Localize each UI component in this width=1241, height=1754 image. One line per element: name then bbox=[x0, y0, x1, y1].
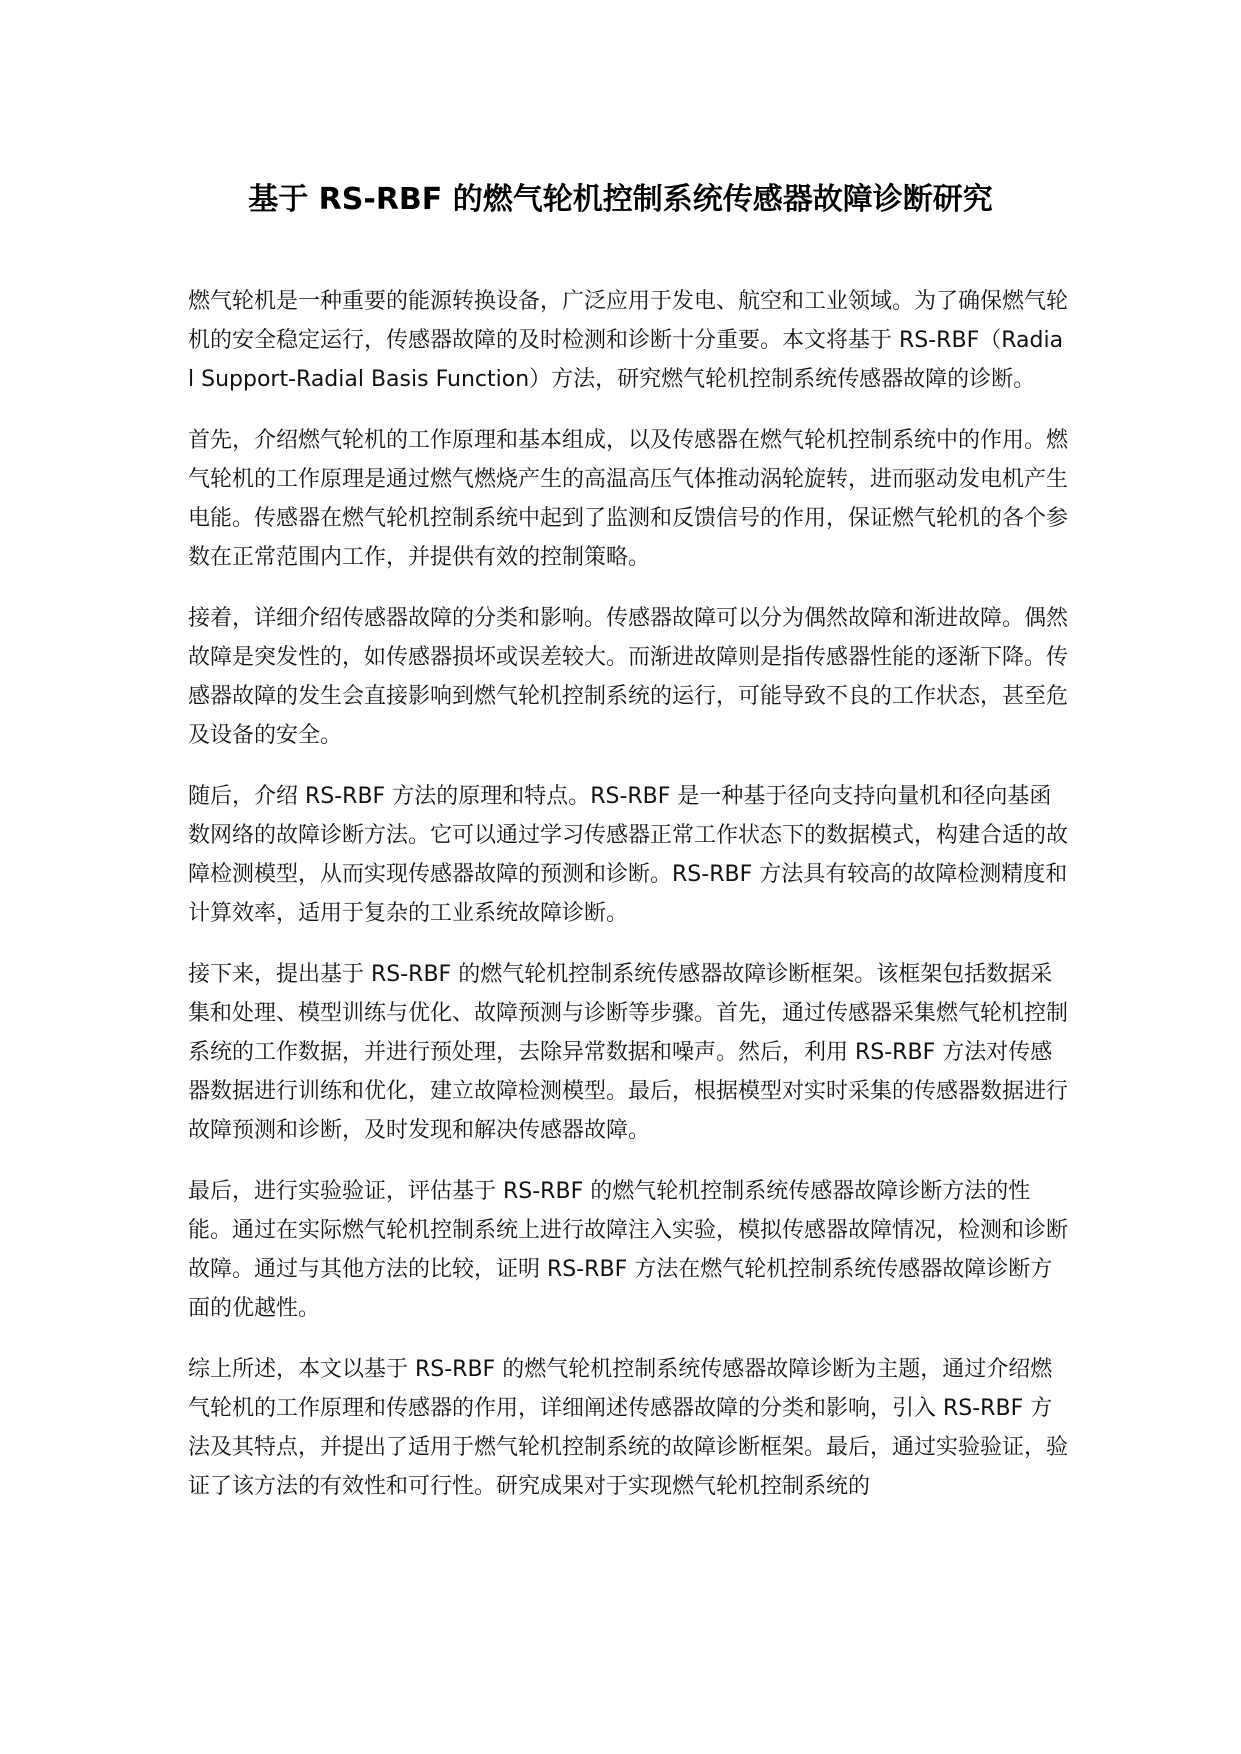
document-title: 基于 RS-RBF 的燃气轮机控制系统传感器故障诊断研究 bbox=[248, 182, 993, 217]
paragraph-1: 燃气轮机是一种重要的能源转换设备，广泛应用于发电、航空和工业领域。为了确保燃气轮机的安全稳定运行，传感器故障的及时检测和诊断十分重要。本文将基于 RS-RBF（Radial Support-Radial Basis Function）方法，研究燃气轮机控制系统传感器故障的诊断。 bbox=[188, 289, 1069, 392]
paragraph-4: 随后，介绍 RS-RBF 方法的原理和特点。RS-RBF 是一种基于径向支持向量机和径向基函数网络的故障诊断方法。它可以通过学习传感器正常工作状态下的数据模式，构建合适的故障检测模型，从而实现传感器故障的预测和诊断。RS-RBF 方法具有较高的故障检测精度和计算效率，适用于复杂的工业系统故障诊断。 bbox=[188, 784, 1069, 926]
document-body bbox=[188, 282, 1068, 1528]
paragraph-2: 首先，介绍燃气轮机的工作原理和基本组成，以及传感器在燃气轮机控制系统中的作用。燃气轮机的工作原理是通过燃气燃烧产生的高温高压气体推动涡轮旋转，进而驱动发电机产生电能。传感器在燃气轮机控制系统中起到了监测和反馈信号的作用，保证燃气轮机的各个参数在正常范围内工作，并提供有效的控制策略。 bbox=[188, 428, 1069, 570]
paragraph-6: 最后，进行实验验证，评估基于 RS-RBF 的燃气轮机控制系统传感器故障诊断方法的性能。通过在实际燃气轮机控制系统上进行故障注入实验，模拟传感器故障情况，检测和诊断故障。通过与其他方法的比较，证明 RS-RBF 方法在燃气轮机控制系统传感器故障诊断方面的优越性。 bbox=[188, 1179, 1069, 1321]
paragraph-5: 接下来，提出基于 RS-RBF 的燃气轮机控制系统传感器故障诊断框架。该框架包括数据采集和处理、模型训练与优化、故障预测与诊断等步骤。首先，通过传感器采集燃气轮机控制系统的工作数据，并进行预处理，去除异常数据和噪声。然后，利用 RS-RBF 方法对传感器数据进行训练和优化，建立故障检测模型。最后，根据模型对实时采集的传感器数据进行故障预测和诊断，及时发现和解决传感器故障。 bbox=[188, 962, 1069, 1143]
paragraph-7: 综上所述，本文以基于 RS-RBF 的燃气轮机控制系统传感器故障诊断为主题，通过介绍燃气轮机的工作原理和传感器的作用，详细阐述传感器故障的分类和影响，引入 RS-RBF 方法及其特点，并提出了适用于燃气轮机控制系统的故障诊断框架。最后，通过实验验证，验证了该方法的有效性和可行性。研究成果对于实现燃气轮机控制系统的 bbox=[188, 1357, 1069, 1499]
paragraph-3: 接着，详细介绍传感器故障的分类和影响。传感器故障可以分为偶然故障和渐进故障。偶然故障是突发性的，如传感器损坏或误差较大。而渐进故障则是指传感器性能的逐渐下降。传感器故障的发生会直接影响到燃气轮机控制系统的运行，可能导致不良的工作状态，甚至危及设备的安全。 bbox=[188, 606, 1069, 748]
